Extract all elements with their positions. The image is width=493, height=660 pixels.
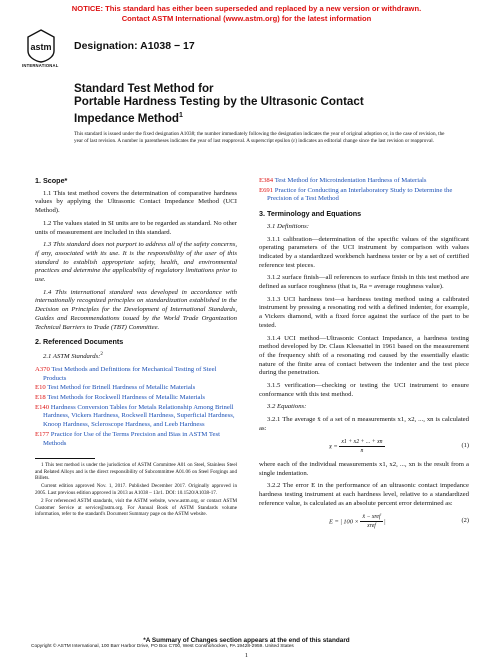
reference-item[interactable]: A370 Test Methods and Definitions for Mechanical Testing of Steel Products xyxy=(35,365,217,382)
eq1-numerator: x1 + x2 + ... + xn xyxy=(339,438,384,448)
eq1-denominator: n xyxy=(360,448,364,455)
eq1-lhs: x̄ = xyxy=(329,443,338,451)
para-after-eq1: where each of the individual measurements x1, x2, ..., xn is the result from a single indentation. xyxy=(259,460,469,477)
title-line-1: Standard Test Method for xyxy=(74,82,214,95)
para-3-1-5: 3.1.5 verification—checking or testing the UCI instrument to ensure conformance with this test method. xyxy=(259,382,469,398)
title-footnote-mark: 1 xyxy=(179,111,183,119)
notice-line-1: NOTICE: This standard has either been superseded and replaced by a new version or withdrawn. xyxy=(71,4,422,13)
astm-logo-icon xyxy=(26,29,56,63)
astm-standards-label: 2.1 ASTM Standards:$^2$ xyxy=(43,351,103,361)
summary-of-changes-note: *A Summary of Changes section appears at the end of this standard xyxy=(143,637,350,644)
reference-item[interactable]: E691 Practice for Conducting an Interlaboratory Study to Determine the Precision of a Test Method xyxy=(259,186,453,203)
terminology-heading: 3. Terminology and Equations xyxy=(259,209,362,219)
title-line-2: Portable Hardness Testing by the Ultrasonic Contact xyxy=(74,95,364,109)
scope-heading: 1. Scope* xyxy=(35,176,68,185)
para-3-1-1: 3.1.1 calibration—determination of the specific values of the significant operating parameters of the UCI instrument by comparison with values indicated by a standardized workbench hardness tester or by a set of certified reference test pieces. xyxy=(259,235,469,269)
equations-label: 3.2 Equations: xyxy=(267,403,307,411)
reference-item[interactable]: E384 Test Method for Microindentation Hardness of Materials xyxy=(259,177,427,184)
footnote-2: 2 For referenced ASTM standards, visit the ASTM website, www.astm.org, or contact ASTM Customer Service at service@astm.org. For Annual Book of ASTM Standards volume information, refer to the standard's Document Summary page on the ASTM website. xyxy=(35,498,237,518)
footnote-1: 1 This test method is under the jurisdiction of ASTM Committee A01 on Steel, Stainless Steel and Related Alloys and is the direct responsibility of Subcommittee A01.06 on Steel Forgings and Billets. xyxy=(35,462,237,482)
para-3-1-2: 3.1.2 surface finish—all references to surface finish in this test method are defined as surface roughness (that is, Ra = average roughness value). xyxy=(259,274,469,291)
equation-1 xyxy=(259,438,469,456)
definitions-label: 3.1 Definitions: xyxy=(267,222,309,230)
designation: Designation: A1038 − 17 xyxy=(74,40,195,52)
eq2-factor: 100 × xyxy=(343,518,359,526)
reference-item[interactable]: E140 Hardness Conversion Tables for Metals Relationship Among Brinell Hardness, Vickers Hardness, Rockwell Hardness, Superficial Hardness, Knoop Hardness, Scleroscope Hardness, and Leeb Hardness xyxy=(35,403,235,429)
notice-line-2: Contact ASTM International (www.astm.org) for the latest information xyxy=(121,13,372,23)
logo-label: INTERNATIONAL xyxy=(22,63,59,68)
para-1-2: 1.2 The values stated in SI units are to be regarded as standard. No other units of measurement are included in this standard. xyxy=(35,219,237,236)
para-1-1: 1.1 This test method covers the determination of comparative hardness values by applying the Ultrasonic Contact Impedance Method (UCI Method). xyxy=(35,189,237,215)
document-title xyxy=(74,82,434,125)
left-column xyxy=(35,177,237,519)
para-1-3: 1.3 This standard does not purport to address all of the safety concerns, if any, associated with its use. It is the responsibility of the user of this standard to establish appropriate safety, health, and environmental practices and determine the applicability of regulatory limitations prior to use. xyxy=(35,241,237,284)
para-3-1-3: 3.1.3 UCI hardness test—a hardness testing method using a calibrated instrument by pressing a resonating rod with a defined indenter, for example, a Vickers diamond, with a fixed force against the surface of the part to be tested. xyxy=(259,295,469,329)
para-1-4: 1.4 This international standard was developed in accordance with internationally recognized principles on standardization established in the Decision on Principles for the Development of International Standards, Guides and Recommendations issued by the World Trade Organization Technical Barriers to Trade (TBT) Committee. xyxy=(35,288,237,331)
reference-item[interactable]: E18 Test Methods for Rockwell Hardness of Metallic Materials xyxy=(35,394,205,401)
issuance-note: This standard is issued under the fixed designation A1038; the number immediately following the designation indicates the year of original adoption or, in the case of revision, the year of last revision. A number in parentheses indicates the year of last reapproval. A superscript epsilon (ε) indicates an editorial change since the last revision or reapproval. xyxy=(74,131,445,144)
references-heading: 2. Referenced Documents xyxy=(35,337,124,347)
para-3-2-2: 3.2.2 The error E in the performance of an ultrasonic contact impedance hardness testing instrument at each hardness level, relative to a standardized reference value, is calculated as an absolute percent error determined as: xyxy=(259,482,469,507)
para-3-2-1: 3.2.1 The average x̄ of a set of n measurements x1, x2, ..., xn is calculated as: xyxy=(259,416,469,432)
eq2-number: (2) xyxy=(461,517,469,525)
eq1-number: (1) xyxy=(461,442,469,450)
eq2-numerator: x̄ − xref xyxy=(360,513,382,523)
copyright-line: Copyright © ASTM International, 100 Barr Harbor Drive, PO Box C700, West Conshohocken, PA 19428-2959. United States xyxy=(31,644,294,649)
reference-item[interactable]: E10 Test Method for Brinell Hardness of Metallic Materials xyxy=(35,384,196,392)
footnote-divider xyxy=(35,458,95,459)
page-number: 1 xyxy=(244,652,249,659)
title-line-3: Impedance Method xyxy=(74,111,180,125)
footnote-1-edition: Current edition approved Nov. 1, 2017. Published December 2017. Originally approved in 2005. Last previous edition approved in 2013 as A1038 – 13ε1. DOI: 10.1520/A1038-17. xyxy=(35,483,237,496)
right-column xyxy=(259,177,469,536)
reference-item[interactable]: E177 Practice for Use of the Terms Precision and Bias in ASTM Test Methods xyxy=(35,430,220,447)
eq2-lhs: E = xyxy=(329,518,339,526)
svg-text:astm: astm xyxy=(30,42,52,52)
para-3-1-4: 3.1.4 UCI method—Ultrasonic Contact Impedance, a hardness testing method developed by Dr. Claus Kleesattel in 1961 based on the measurement of the frequency shift of a resonating rod caused by the essentially elastic nature of the finite area of contact between the indenter and the test piece during the penetration. xyxy=(259,334,469,377)
equation-2: E = | 100 × $\frac{\text{x̄ − xref}}{\text{xref}}$ | (2) xyxy=(329,513,469,530)
eq2-denominator: xref xyxy=(367,523,376,530)
withdrawal-notice xyxy=(0,4,493,23)
